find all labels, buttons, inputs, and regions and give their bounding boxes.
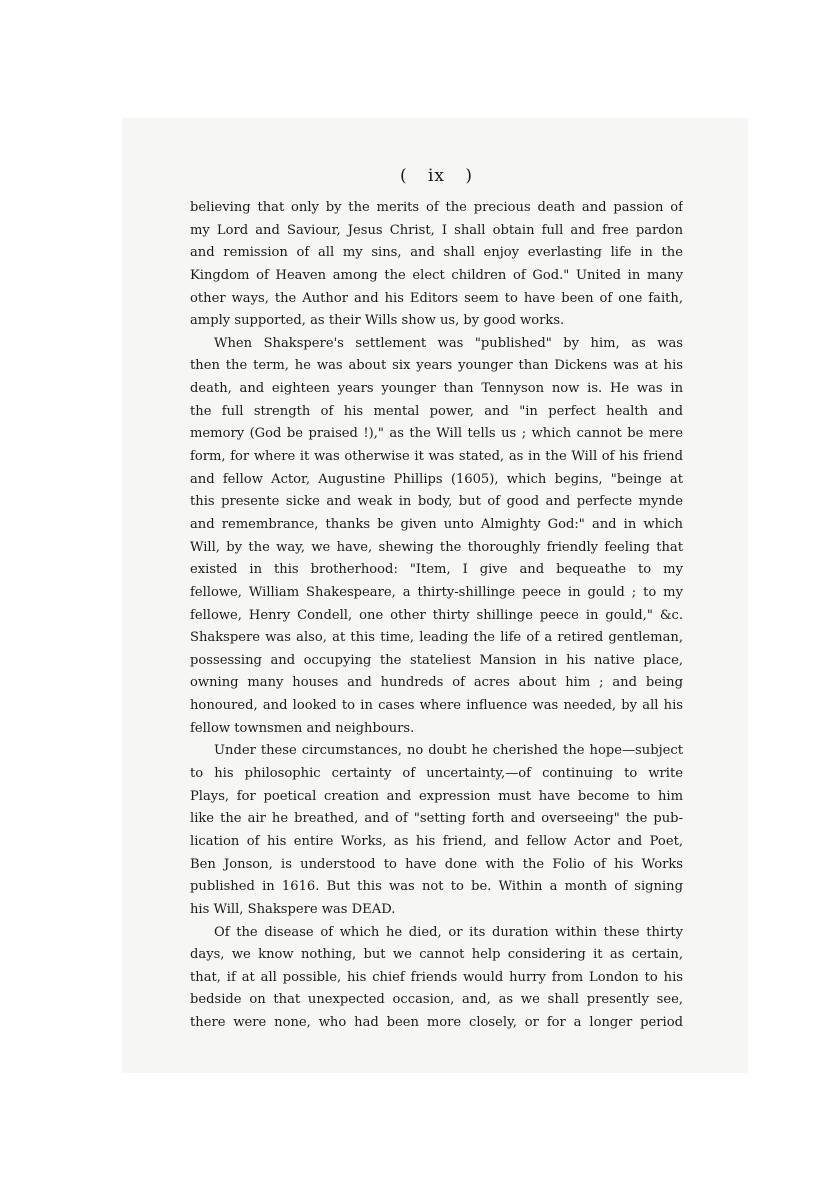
text-line: other ways, the Author and his Editors seem to have been of one faith, <box>190 290 683 306</box>
text-line: Ben Jonson, is understood to have done with the Folio of his Works <box>190 856 683 872</box>
text-line: days, we know nothing, but we cannot help considering it as certain, <box>190 947 683 963</box>
page-number: ( ix ) <box>399 166 474 186</box>
text-line: When Shakspere's settlement was "published" by him, as was <box>214 335 683 351</box>
text-line: honoured, and looked to in cases where influence was needed, by all his <box>190 698 683 714</box>
text-line: and remission of all my sins, and shall enjoy everlasting life in the <box>190 245 683 261</box>
text-line: death, and eighteen years younger than Tennyson now is. He was in <box>190 381 683 397</box>
text-line: existed in this brotherhood: "Item, I give and bequeathe to my <box>190 562 683 578</box>
text-line: Plays, for poetical creation and expression must have become to him <box>190 788 683 804</box>
text-line: Of the disease of which he died, or its duration within these thirty <box>214 924 683 940</box>
text-line: there were none, who had been more closely, or for a longer period <box>190 1015 683 1031</box>
text-line: form, for where it was otherwise it was stated, as in the Will of his friend <box>190 449 683 465</box>
text-line: this presente sicke and weak in body, but of good and perfecte mynde <box>190 494 683 510</box>
text-line: my Lord and Saviour, Jesus Christ, I shall obtain full and free pardon <box>190 222 683 238</box>
text-line: fellowe, Henry Condell, one other thirty shillinge peece in gould," &c. <box>190 607 683 623</box>
text-line: fellowe, William Shakespeare, a thirty-shillinge peece in gould ; to my <box>190 584 683 600</box>
text-line: Shakspere was also, at this time, leading the life of a retired gentleman, <box>190 630 683 646</box>
text-line: that, if at all possible, his chief friends would hurry from London to his <box>190 969 683 985</box>
text-line: amply supported, as their Wills show us, by good works. <box>190 313 565 329</box>
text-line: published in 1616. But this was not to be. Within a month of signing <box>190 879 683 895</box>
paragraph-3 <box>190 740 683 921</box>
text-line: and fellow Actor, Augustine Phillips (1605), which begins, "beinge at <box>190 471 683 487</box>
text-line: Under these circumstances, no doubt he cherished the hope—subject <box>214 743 683 759</box>
text-line: and remembrance, thanks be given unto Almighty God:" and in which <box>190 516 683 532</box>
text-line: believing that only by the merits of the precious death and passion of <box>190 200 683 215</box>
text-line: fellow townsmen and neighbours. <box>190 720 415 736</box>
text-line: lication of his entire Works, as his friend, and fellow Actor and Poet, <box>190 833 683 849</box>
text-line: his Will, Shakspere was DEAD. <box>190 901 396 917</box>
text-line: Kingdom of Heaven among the elect children of God." United in many <box>190 267 683 283</box>
paragraph-4 <box>190 922 683 1035</box>
text-line: memory (God be praised !)," as the Will tells us ; which cannot be mere <box>190 426 683 442</box>
paragraph-1 <box>190 197 683 333</box>
text-line: to his philosophic certainty of uncertainty,—of continuing to write <box>190 766 683 782</box>
text-line: then the term, he was about six years younger than Dickens was at his <box>190 358 683 374</box>
text-line: owning many houses and hundreds of acres about him ; and being <box>190 675 683 691</box>
paragraph-2 <box>190 333 683 741</box>
text-line: Will, by the way, we have, shewing the thoroughly friendly feeling that <box>190 539 683 555</box>
text-line: like the air he breathed, and of "setting forth and overseeing" the pub- <box>190 811 683 827</box>
text-line: bedside on that unexpected occasion, and, as we shall presently see, <box>190 992 683 1008</box>
page-content <box>190 163 683 1035</box>
text-line: possessing and occupying the stateliest Mansion in his native place, <box>190 652 683 668</box>
text-line: the full strength of his mental power, and "in perfect health and <box>190 403 683 419</box>
